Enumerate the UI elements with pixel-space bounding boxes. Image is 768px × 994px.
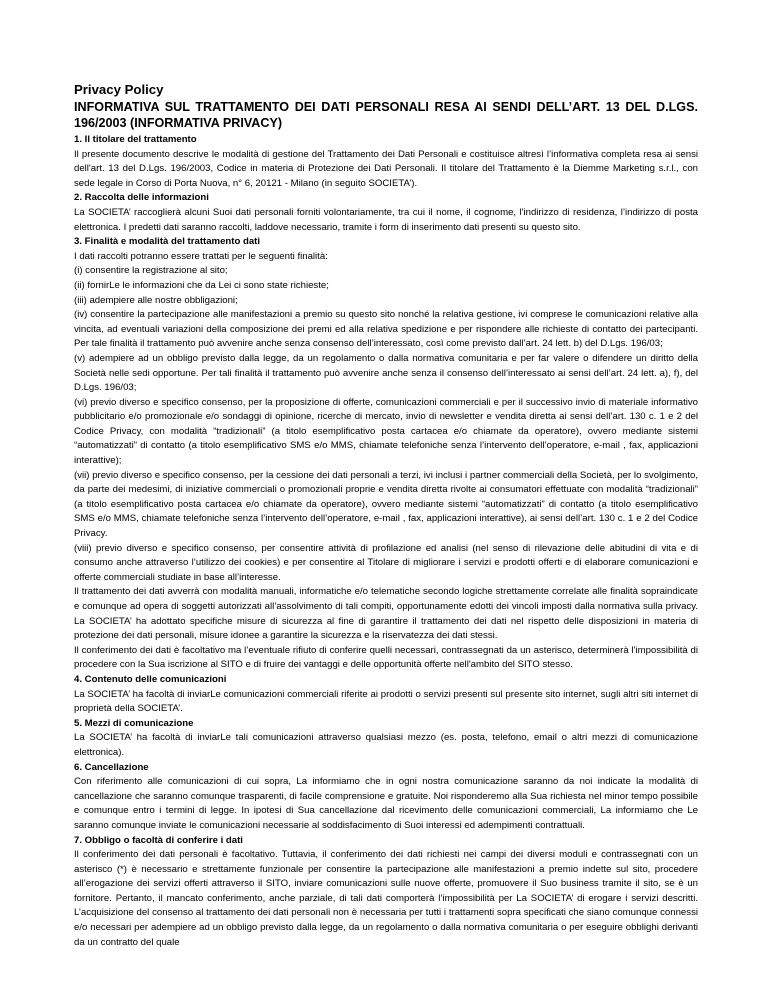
section-7-paragraph: Il conferimento dei dati personali è facoltativo. Tuttavia, il conferimento dei dati richiesti nei campi dei diversi moduli e contrassegnati con un asterisco (*) è necessario e strettamente funzionale per consentire la partecipazione alle manifestazioni a premio indette sul sito, procedere all’erogazione dei servizi offerti attraverso il SITO, inviare comunicazioni sulle nuove offerte, promuovere il Suo business tramite il sito, se è un fornitore. Pertanto, il mancato conferimento, anche parziale, di tali dati comporterà l’impossibilità per La SOCIETA’ di erogare i servizi descritti. L’acquisizione del consenso al trattamento dei dati personali non è necessaria per tutti i trattamenti sopra specificati che siano comunque connessi e/o necessari per adempiere ad un obbligo previsto dalla legge, da un regolamento o dalla normativa comunitaria o per eseguire obblighi derivanti da un contratto del quale [74,849,698,948]
section-6-heading: 6. Cancellazione [74,761,149,773]
section-3-heading: 3. Finalità e modalità del trattamento dati [74,236,261,248]
section-3-item-iii: (iii) adempiere alle nostre obbligazioni; [74,294,238,306]
section-3-item-iv: (iv) consentire la partecipazione alle manifestazioni a premio su questo sito nonché la relativa gestione, ivi comprese le comunicazioni relative alla vincita, ad eventuali variazioni della composizione dei premi ed alla relativa spedizione e per rispondere alle richieste di contatto dei partecipanti. Per tale finalità il trattamento può avvenire anche senza consenso dell’interessato, così come previsto dall’art. 24 lett. b) del D.Lgs. 196/03; [74,309,698,350]
document-subtitle: INFORMATIVA SUL TRATTAMENTO DEI DATI PERSONALI RESA AI SENDI DELL’ART. 13 DEL D.LGS. 196/2003 (INFORMATIVA PRIVACY) [74,100,698,130]
section-5-heading: 5. Mezzi di comunicazione [74,717,194,729]
section-3-item-ii: (ii) fornirLe le informazioni che da Lei ci sono state richieste; [74,279,329,291]
section-3-item-i: (i) consentire la registrazione al sito; [74,265,228,277]
section-1-paragraph: Il presente documento descrive le modalità di gestione del Trattamento dei Dati Personali e costituisce altresì l’informativa completa resa ai sensi dell'art. 13 del D.Lgs. 196/2003, Codice in materia di Protezione dei Dati Personali. Il titolare del Trattamento è la Diemme Marketing s.r.l., con sede legale in Corso di Porta Nuova, n° 6, 20121 - Milano (in seguito SOCIETA’). [74,148,698,189]
section-3-item-vi: (vi) previo diverso e specifico consenso, per la proposizione di offerte, comunicazioni commerciali e per il successivo invio di materiale informativo pubblicitario e/o promozionale e/o sondaggi di opinione, ricerche di mercato, invio di newsletter e vendita diretta ai sensi dell’art. 130 c. 1 e 2 del Codice Privacy, con modalità “tradizionali” (a titolo esemplificativo posta cartacea e/o chiamate da operatore), ovvero mediante sistemi “automatizzati” di contatto (a titolo esemplificativo SMS e/o MMS, chiamate telefoniche senza l’intervento dell’operatore, e-mail , fax, applicazioni interattive); [74,396,698,467]
section-2-heading: 2. Raccolta delle informazioni [74,192,209,204]
document-title: Privacy Policy [74,82,164,97]
section-7-heading: 7. Obbligo o facoltà di conferire i dati [74,834,243,846]
section-3-intro: I dati raccolti potranno essere trattati per le seguenti finalità: [74,250,328,262]
section-4-heading: 4. Contenuto delle comunicazioni [74,673,227,685]
section-3-paragraph-consent: Il conferimento dei dati è facoltativo ma l’eventuale rifiuto di conferire quelli necessari, contrassegnati da un asterisco, determinerà l'impossibilità di procedere con la Sua iscrizione al SITO e di fruire dei vantaggi e delle opportunità offerte nell'ambito del SITO stesso. [74,644,698,671]
section-2-paragraph: La SOCIETA’ raccoglierà alcuni Suoi dati personali forniti volontariamente, tra cui il nome, il cognome, l'indirizzo di residenza, l’indirizzo di posta elettronica. I predetti dati saranno raccolti, laddove necessario, tramite i form di inserimento dati presenti su questo sito. [74,206,698,233]
privacy-document [74,81,698,950]
section-3-item-viii: (viii) previo diverso e specifico consenso, per consentire attività di profilazione ed analisi (nel senso di rilevazione delle abitudini di vita e di consumo anche attraverso l’utilizzo dei cookies) e per consentire al Titolare di migliorare i servizi e prodotti offerti e di elaborare comunicazioni e offerte commerciali studiate in base all’interesse. [74,542,698,583]
section-3-item-v: (v) adempiere ad un obbligo previsto dalla legge, da un regolamento o dalla normativa comunitaria e per far valere o difendere un diritto della Società nelle sedi opportune. Per tali finalità il trattamento può avvenire anche senza il consenso dell’interessato ai sensi dell’art. 24 lett. a), f), del D.Lgs. 196/03; [74,352,698,394]
section-1-heading: 1. Il titolare del trattamento [74,134,197,145]
section-4-paragraph: La SOCIETA’ ha facoltà di inviarLe comunicazioni commerciali riferite ai prodotti o servizi presenti sul presente sito internet, sugli altri siti internet di proprietà della SOCIETA’. [74,688,698,715]
section-3-paragraph-methods: Il trattamento dei dati avverrà con modalità manuali, informatiche e/o telematiche secondo logiche strettamente correlate alle finalità sopraindicate e comunque ad opera di soggetti autorizzati all’assolvimento di tali compiti, opportunamente edotti dei vincoli imposti dalla normativa sulla privacy. La SOCIETA’ ha adottato specifiche misure di sicurezza al fine di garantire il trattamento dei dati nel rispetto delle disposizioni in materia di protezione dei dati personali, misure idonee a garantire la sicurezza e la riservatezza dei dati stessi. [74,586,698,642]
section-6-paragraph: Con riferimento alle comunicazioni di cui sopra, La informiamo che in ogni nostra comunicazione saranno da noi indicate la modalità di cancellazione che saranno comunque trasparenti, di facile comprensione e gratuite. Noi risponderemo alla Sua richiesta nel minor tempo possibile e comunque entro i termini di legge. In ipotesi di Sua cancellazione dal ricevimento delle comunicazioni commerciali, La informiamo che Le saranno comunque inviate le comunicazioni necessarie al soddisfacimento di Suoi interessi ed adempimenti contrattuali. [74,776,698,831]
section-3-item-vii: (vii) previo diverso e specifico consenso, per la cessione dei dati personali a terzi, ivi inclusi i partner commerciali della Società, per lo svolgimento, da parte dei medesimi, di iniziative commerciali o promozionali proprie e vendita diretta rivolte ai consumatori effettuate con modalità “tradizionali” (a titolo esemplificativo posta cartacea e/o chiamate da operatore), ovvero mediante sistemi “automatizzati” di contatto (a titolo esemplificativo SMS e/o MMS, chiamate telefoniche senza l’intervento dell’operatore, e-mail , fax, applicazioni interattive), ai sensi dell’art. 130 c. 1 e 2 del Codice Privacy. [74,469,698,540]
section-5-paragraph: La SOCIETA’ ha facoltà di inviarLe tali comunicazioni attraverso qualsiasi mezzo (es. posta, telefono, email o altri mezzi di comunicazione elettronica). [74,732,698,758]
